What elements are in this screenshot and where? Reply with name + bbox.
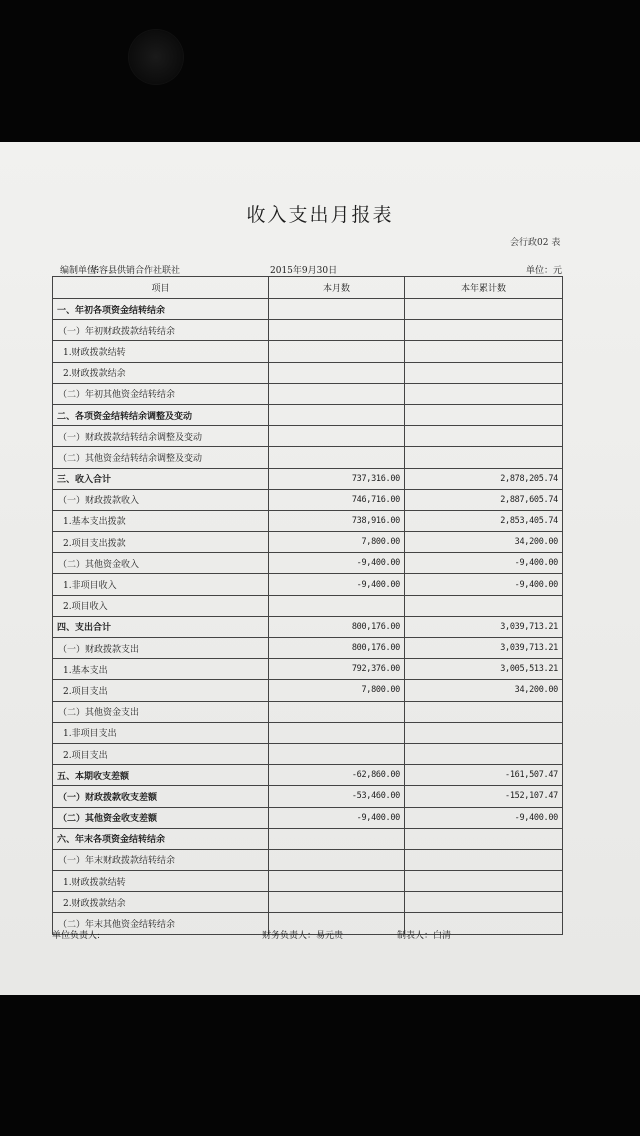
row-item-label: 2.项目支出拨款	[53, 532, 269, 553]
row-item-label: （一）财政拨款结转结余调整及变动	[53, 426, 269, 447]
table-row	[53, 383, 563, 404]
viewer-top-bar	[0, 0, 640, 142]
row-ytd-value	[405, 383, 563, 404]
table-row	[53, 638, 563, 659]
row-item-label: 2.项目支出	[53, 743, 269, 764]
row-item-label: 2.项目支出	[53, 680, 269, 701]
finance-head-label: 财务负责人：易元贵	[262, 931, 344, 941]
row-item-label: 三、收入合计	[53, 468, 269, 489]
row-month-value: 746,716.00	[269, 489, 405, 510]
row-ytd-value	[405, 404, 563, 425]
unit-head-label: 单位负责人:	[52, 931, 101, 941]
row-item-label: （一）年初财政拨款结转结余	[53, 320, 269, 341]
row-month-value	[269, 299, 405, 320]
row-ytd-value: -161,507.47	[405, 765, 563, 786]
row-ytd-value: 2,887,605.74	[405, 489, 563, 510]
table-row	[53, 299, 563, 320]
row-item-label: 2.财政拨款结余	[53, 892, 269, 913]
row-item-label: （一）财政拨款收入	[53, 489, 269, 510]
row-ytd-value	[405, 595, 563, 616]
row-ytd-value: -9,400.00	[405, 553, 563, 574]
row-month-value	[269, 383, 405, 404]
row-ytd-value: 2,853,405.74	[405, 510, 563, 531]
row-ytd-value	[405, 892, 563, 913]
row-item-label: 1.财政拨款结转	[53, 341, 269, 362]
row-ytd-value: 3,039,713.21	[405, 616, 563, 637]
table-row	[53, 849, 563, 870]
row-item-label: 2.财政拨款结余	[53, 362, 269, 383]
row-ytd-value: 2,878,205.74	[405, 468, 563, 489]
row-month-value	[269, 743, 405, 764]
row-month-value	[269, 722, 405, 743]
table-row	[53, 807, 563, 828]
row-item-label: （一）财政拨款收支差额	[53, 786, 269, 807]
table-row	[53, 426, 563, 447]
row-item-label: 一、年初各项资金结转结余	[53, 299, 269, 320]
row-month-value: 792,376.00	[269, 659, 405, 680]
row-month-value: -9,400.00	[269, 807, 405, 828]
row-month-value: 7,800.00	[269, 532, 405, 553]
unit-label: 编制单位:	[60, 266, 100, 276]
row-ytd-value	[405, 320, 563, 341]
row-item-label: 五、本期收支差额	[53, 765, 269, 786]
row-item-label: 四、支出合计	[53, 616, 269, 637]
row-month-value	[269, 362, 405, 383]
row-ytd-value: 34,200.00	[405, 680, 563, 701]
row-ytd-value: 3,005,513.21	[405, 659, 563, 680]
table-row	[53, 616, 563, 637]
row-month-value	[269, 849, 405, 870]
row-item-label: （二）其他资金收支差额	[53, 807, 269, 828]
row-ytd-value	[405, 828, 563, 849]
row-month-value: 737,316.00	[269, 468, 405, 489]
table-row	[53, 404, 563, 425]
unit-name: 华容县供销合作社联社	[90, 266, 181, 276]
row-month-value	[269, 701, 405, 722]
table-row	[53, 553, 563, 574]
table-row	[53, 362, 563, 383]
row-item-label: 1.财政拨款结转	[53, 871, 269, 892]
column-header-month: 本月数	[269, 277, 405, 299]
row-ytd-value	[405, 362, 563, 383]
table-row	[53, 447, 563, 468]
row-ytd-value	[405, 701, 563, 722]
row-month-value: 800,176.00	[269, 638, 405, 659]
table-body	[53, 299, 563, 935]
row-month-value	[269, 447, 405, 468]
row-month-value	[269, 828, 405, 849]
table-row	[53, 489, 563, 510]
row-item-label: （二）年初其他资金结转结余	[53, 383, 269, 404]
viewer-bottom-bar	[0, 995, 640, 1136]
row-item-label: （二）年末其他资金结转结余	[53, 913, 269, 934]
row-ytd-value: -9,400.00	[405, 807, 563, 828]
row-ytd-value	[405, 341, 563, 362]
row-ytd-value	[405, 722, 563, 743]
column-header-ytd: 本年累计数	[405, 277, 563, 299]
row-ytd-value: -9,400.00	[405, 574, 563, 595]
table-row	[53, 574, 563, 595]
table-row	[53, 701, 563, 722]
row-item-label: 1.非项目支出	[53, 722, 269, 743]
row-item-label: 2.项目收入	[53, 595, 269, 616]
table-row	[53, 320, 563, 341]
row-item-label: （二）其他资金结转结余调整及变动	[53, 447, 269, 468]
row-month-value: -53,460.00	[269, 786, 405, 807]
row-month-value	[269, 595, 405, 616]
row-item-label: 1.基本支出	[53, 659, 269, 680]
row-ytd-value	[405, 426, 563, 447]
row-month-value	[269, 341, 405, 362]
row-item-label: （二）其他资金收入	[53, 553, 269, 574]
row-item-label: 1.非项目收入	[53, 574, 269, 595]
row-item-label: 六、年末各项资金结转结余	[53, 828, 269, 849]
row-ytd-value: -152,107.47	[405, 786, 563, 807]
table-row	[53, 659, 563, 680]
row-month-value: -9,400.00	[269, 553, 405, 574]
row-month-value: 7,800.00	[269, 680, 405, 701]
report-meta	[52, 263, 562, 277]
table-row	[53, 468, 563, 489]
row-item-label: 二、各项资金结转结余调整及变动	[53, 404, 269, 425]
row-month-value	[269, 404, 405, 425]
row-ytd-value	[405, 743, 563, 764]
row-ytd-value	[405, 299, 563, 320]
table-row	[53, 532, 563, 553]
table-row	[53, 595, 563, 616]
report-title: 收入支出月报表	[246, 204, 394, 226]
preparer-label: 制表人：白清	[397, 931, 452, 941]
row-item-label: 1.基本支出拨款	[53, 510, 269, 531]
table-row	[53, 680, 563, 701]
form-code: 会行政02 表	[510, 238, 561, 248]
row-month-value: -62,860.00	[269, 765, 405, 786]
table-row	[53, 828, 563, 849]
table-row	[53, 786, 563, 807]
row-ytd-value	[405, 849, 563, 870]
row-ytd-value	[405, 447, 563, 468]
table-row	[53, 743, 563, 764]
row-month-value: -9,400.00	[269, 574, 405, 595]
row-month-value	[269, 426, 405, 447]
table-row	[53, 341, 563, 362]
income-expense-table	[52, 276, 563, 935]
row-ytd-value: 3,039,713.21	[405, 638, 563, 659]
currency-unit: 单位：元	[525, 266, 562, 276]
row-ytd-value	[405, 871, 563, 892]
table-row	[53, 892, 563, 913]
row-month-value	[269, 320, 405, 341]
row-item-label: （二）其他资金支出	[53, 701, 269, 722]
table-header-row	[53, 277, 563, 299]
table-row	[53, 871, 563, 892]
signature-line	[52, 928, 562, 942]
column-header-item: 项目	[53, 277, 269, 299]
table-row	[53, 510, 563, 531]
table-row	[53, 722, 563, 743]
table-row	[53, 765, 563, 786]
row-month-value	[269, 892, 405, 913]
row-item-label: （一）财政拨款支出	[53, 638, 269, 659]
report-date: 2015年9月30日	[270, 266, 338, 276]
row-ytd-value: 34,200.00	[405, 532, 563, 553]
row-month-value: 738,916.00	[269, 510, 405, 531]
row-month-value	[269, 871, 405, 892]
row-month-value: 800,176.00	[269, 616, 405, 637]
row-item-label: （一）年末财政拨款结转结余	[53, 849, 269, 870]
capture-button[interactable]	[129, 30, 183, 84]
